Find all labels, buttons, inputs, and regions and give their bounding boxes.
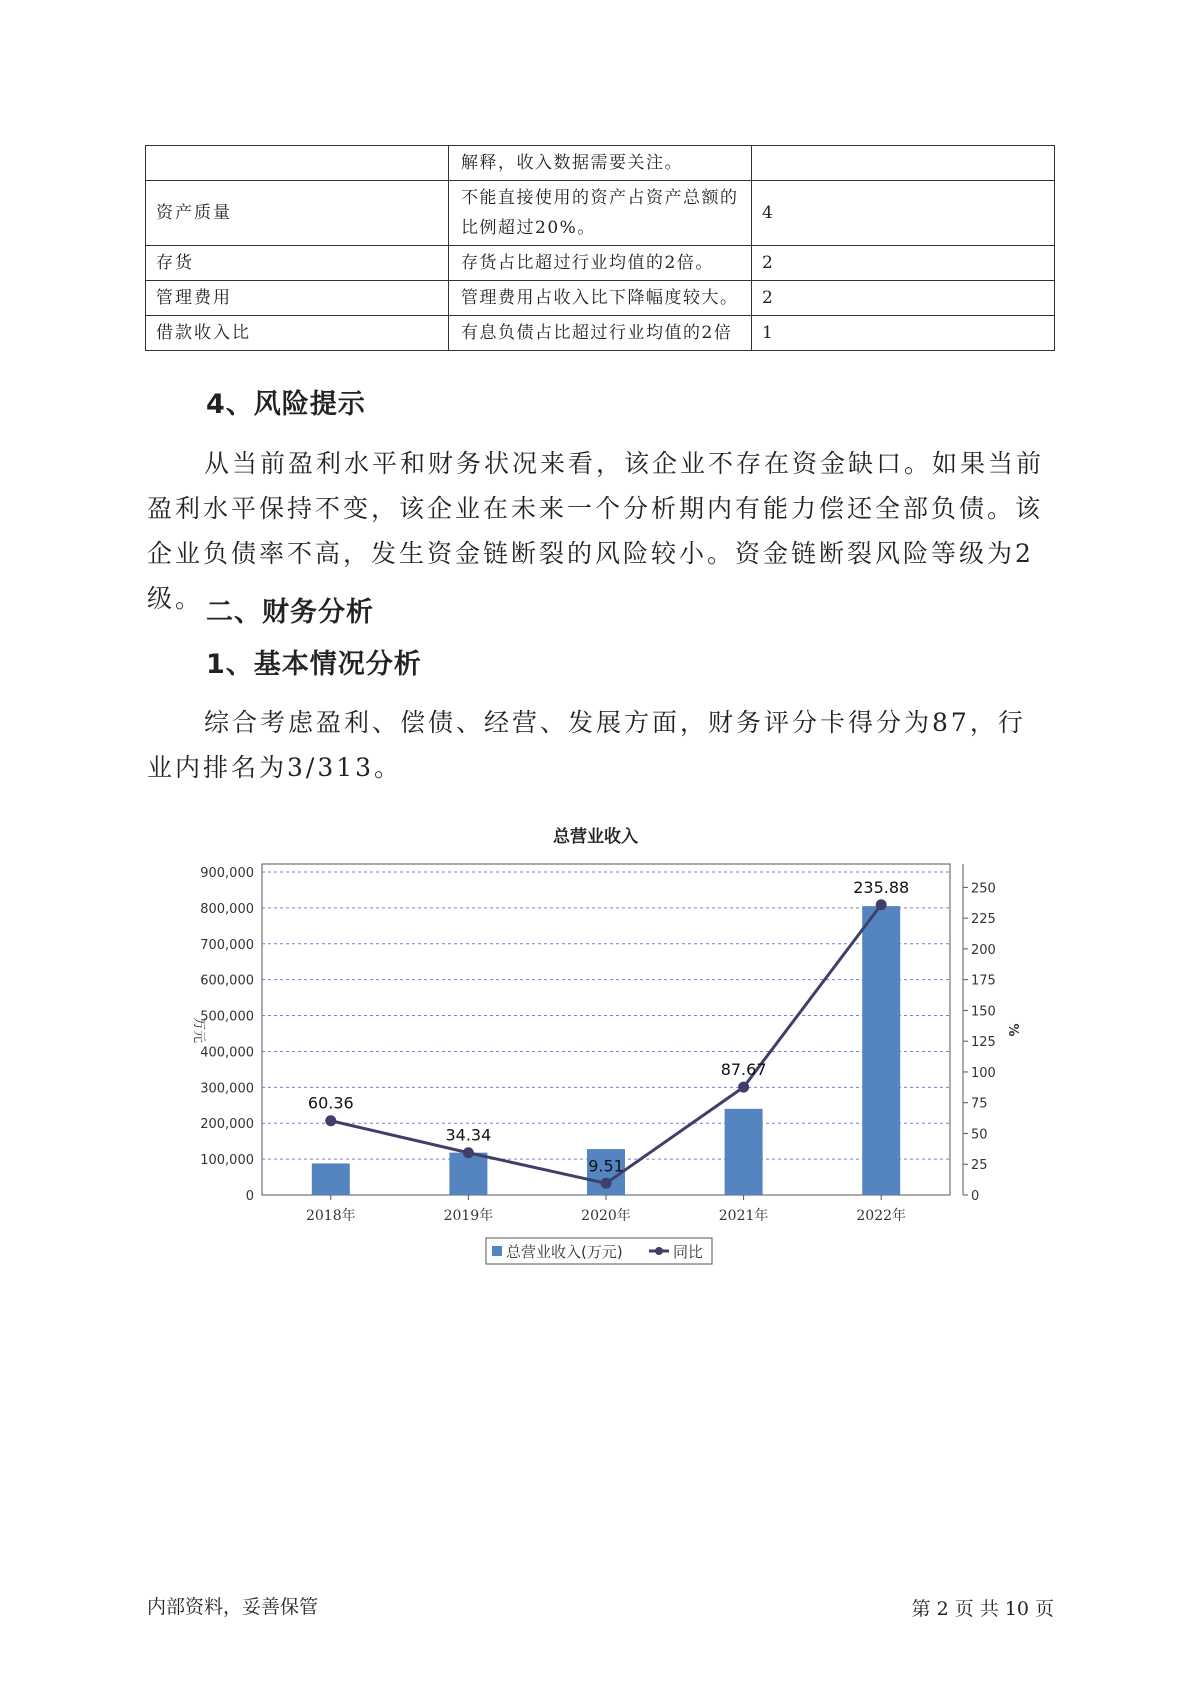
y-axis-label: 万元 [191, 1016, 206, 1044]
y-tick-label: 800,000 [200, 901, 254, 917]
table-cell-score: 4 [752, 181, 1055, 246]
y2-tick-label: 50 [971, 1127, 988, 1143]
y2-axis-label: % [1005, 1023, 1020, 1037]
risk-paragraph: 从当前盈利水平和财务状况来看，该企业不存在资金缺口。如果当前盈利水平保持不变，该企业在未来一个分析期内有能力偿还全部负债。该企业负债率不高，发生资金链断裂的风险较小。资金链断裂风险等级为2级。 [147, 449, 1045, 613]
y2-tick-label: 200 [971, 942, 996, 958]
y2-tick-label: 100 [971, 1065, 996, 1081]
yoy-point [463, 1147, 474, 1158]
y2-tick-label: 25 [971, 1158, 988, 1174]
footer-page-number: 第 2 页 共 10 页 [911, 1598, 1054, 1620]
finance-paragraph: 综合考虑盈利、偿债、经营、发展方面，财务评分卡得分为87，行业内排名为3/313。 [147, 708, 1026, 782]
y-tick-label: 500,000 [200, 1009, 254, 1025]
table-cell-desc: 存货占比超过行业均值的2倍。 [449, 246, 752, 281]
legend-bar-label: 总营业收入(万元) [506, 1243, 623, 1261]
finance-heading: 二、财务分析 [206, 597, 374, 628]
y2-tick-label: 0 [971, 1189, 980, 1204]
y-tick-label: 900,000 [200, 866, 254, 881]
data-label: 9.51 [588, 1156, 624, 1176]
x-tick-label: 2022年 [856, 1208, 907, 1224]
table-cell-desc: 不能直接使用的资产占资产总额的比例超过20%。 [449, 181, 752, 246]
legend-line-label: 同比 [673, 1243, 704, 1261]
y2-tick-label: 250 [971, 881, 996, 897]
plot-area [262, 864, 950, 1195]
y2-tick-label: 150 [971, 1004, 996, 1020]
y-tick-label: 400,000 [200, 1045, 254, 1061]
chart-title: 总营业收入 [553, 827, 638, 847]
table-cell-score: 2 [752, 281, 1055, 316]
y2-tick-label: 225 [971, 912, 996, 928]
legend-line-marker [655, 1247, 663, 1255]
basic-analysis-heading: 1、基本情况分析 [206, 649, 422, 680]
bar [449, 1153, 487, 1195]
bar [312, 1163, 350, 1195]
table-cell-desc: 解释，收入数据需要关注。 [449, 146, 752, 181]
yoy-line [331, 905, 881, 1184]
y2-tick-label: 75 [971, 1096, 988, 1112]
table-cell-desc: 管理费用占收入比下降幅度较大。 [449, 281, 752, 316]
yoy-point [601, 1178, 612, 1189]
table-cell-item: 资产质量 [146, 181, 449, 246]
y-tick-label: 600,000 [200, 973, 254, 989]
legend-bar-swatch [492, 1246, 502, 1256]
data-label: 34.34 [445, 1125, 492, 1145]
x-tick-label: 2019年 [443, 1208, 494, 1224]
y-tick-label: 300,000 [200, 1081, 254, 1097]
y-tick-label: 100,000 [200, 1153, 254, 1169]
yoy-point [325, 1115, 336, 1126]
y-tick-label: 200,000 [200, 1117, 254, 1133]
table-cell-score: 1 [752, 316, 1055, 351]
y2-tick-label: 175 [971, 973, 996, 989]
table-cell-item: 借款收入比 [146, 316, 449, 351]
footer-confidential: 内部资料，妥善保管 [147, 1596, 319, 1618]
risk-heading: 4、风险提示 [206, 389, 366, 420]
x-tick-label: 2018年 [305, 1208, 356, 1224]
data-label: 60.36 [307, 1093, 354, 1113]
y-tick-label: 0 [245, 1189, 254, 1204]
y2-tick-label: 125 [971, 1035, 996, 1051]
data-label: 87.67 [720, 1060, 767, 1080]
x-tick-label: 2021年 [718, 1208, 769, 1224]
yoy-point [738, 1082, 749, 1093]
bar [862, 906, 900, 1195]
table-cell-item: 存货 [146, 246, 449, 281]
table-cell-item: 管理费用 [146, 281, 449, 316]
yoy-point [876, 899, 887, 910]
data-label: 235.88 [853, 877, 910, 897]
table-cell-score: 2 [752, 246, 1055, 281]
x-tick-label: 2020年 [581, 1208, 631, 1224]
y-tick-label: 700,000 [200, 937, 254, 953]
bar [725, 1109, 763, 1195]
table-cell-desc: 有息负债占比超过行业均值的2倍 [449, 316, 752, 351]
